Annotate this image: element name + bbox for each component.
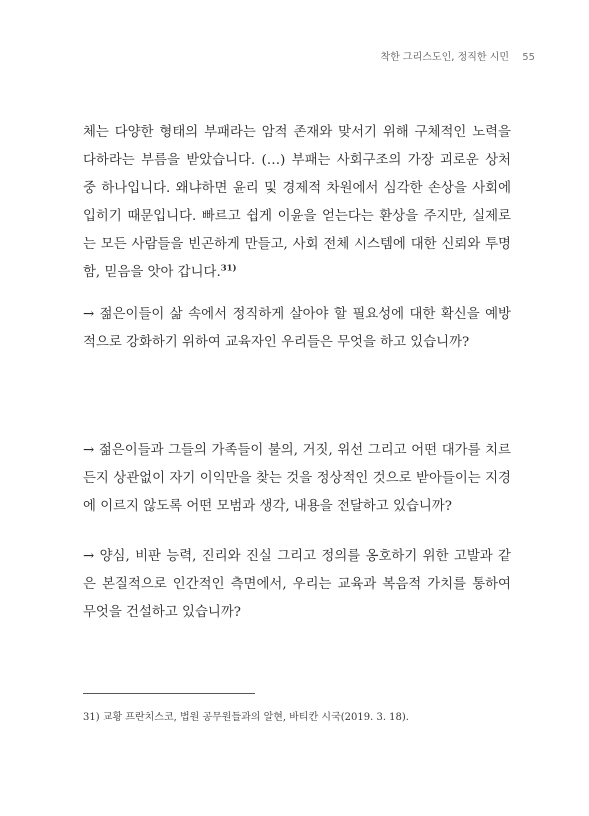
body-paragraph-text: 체는 다양한 형태의 부패라는 암적 존재와 맞서기 위해 구체적인 노력을 다하라는 부름을 받았습니다. (…) 부패는 사회구조의 가장 괴로운 상처 중 하나입니다. 왜냐하면 윤리 및 경제적 차원에서 심각한 손상을 사회에 입히기 때문입니다. 빠르고 쉽게 이윤을 얻는다는 환상을 주지만, 실제로는 모든 사람들을 빈곤하게 만들고, 사회 전체 시스템에 대한 신뢰와 투명함, 믿음을 앗아 갑니다. bbox=[83, 125, 511, 280]
running-title: 착한 그리스도인, 정직한 시민 bbox=[380, 52, 510, 63]
footnote-reference: 31) bbox=[220, 263, 237, 274]
reflection-question: → 젊은이들이 삶 속에서 정직하게 살아야 할 필요성에 대한 확신을 예방적으로 강화하기 위하여 교육자인 우리들은 무엇을 하고 있습니까? bbox=[83, 307, 511, 350]
reflection-question: → 젊은이들과 그들의 가족들이 불의, 거짓, 위선 그리고 어떤 대가를 치르든지 상관없이 자기 이익만을 찾는 것을 정상적인 것으로 받아들이는 지경에 이르지 않도록 어떤 모범과 생각, 내용을 전달하고 있습니까? bbox=[83, 443, 511, 514]
page-header bbox=[380, 48, 535, 63]
body-paragraph bbox=[83, 119, 511, 287]
footnote: 31) 교황 프란치스코, 법원 공무원들과의 알현, 바티칸 시국(2019. 3. 18). bbox=[83, 712, 409, 723]
reflection-question: → 양심, 비판 능력, 진리와 진실 그리고 정의를 옹호하기 위한 고발과 같은 본질적으로 인간적인 측면에서, 우리는 교육과 복음적 가치를 통하여 무엇을 건설하고 있습니까? bbox=[83, 549, 511, 620]
page-number: 55 bbox=[522, 52, 535, 63]
footnote-divider bbox=[83, 693, 255, 694]
